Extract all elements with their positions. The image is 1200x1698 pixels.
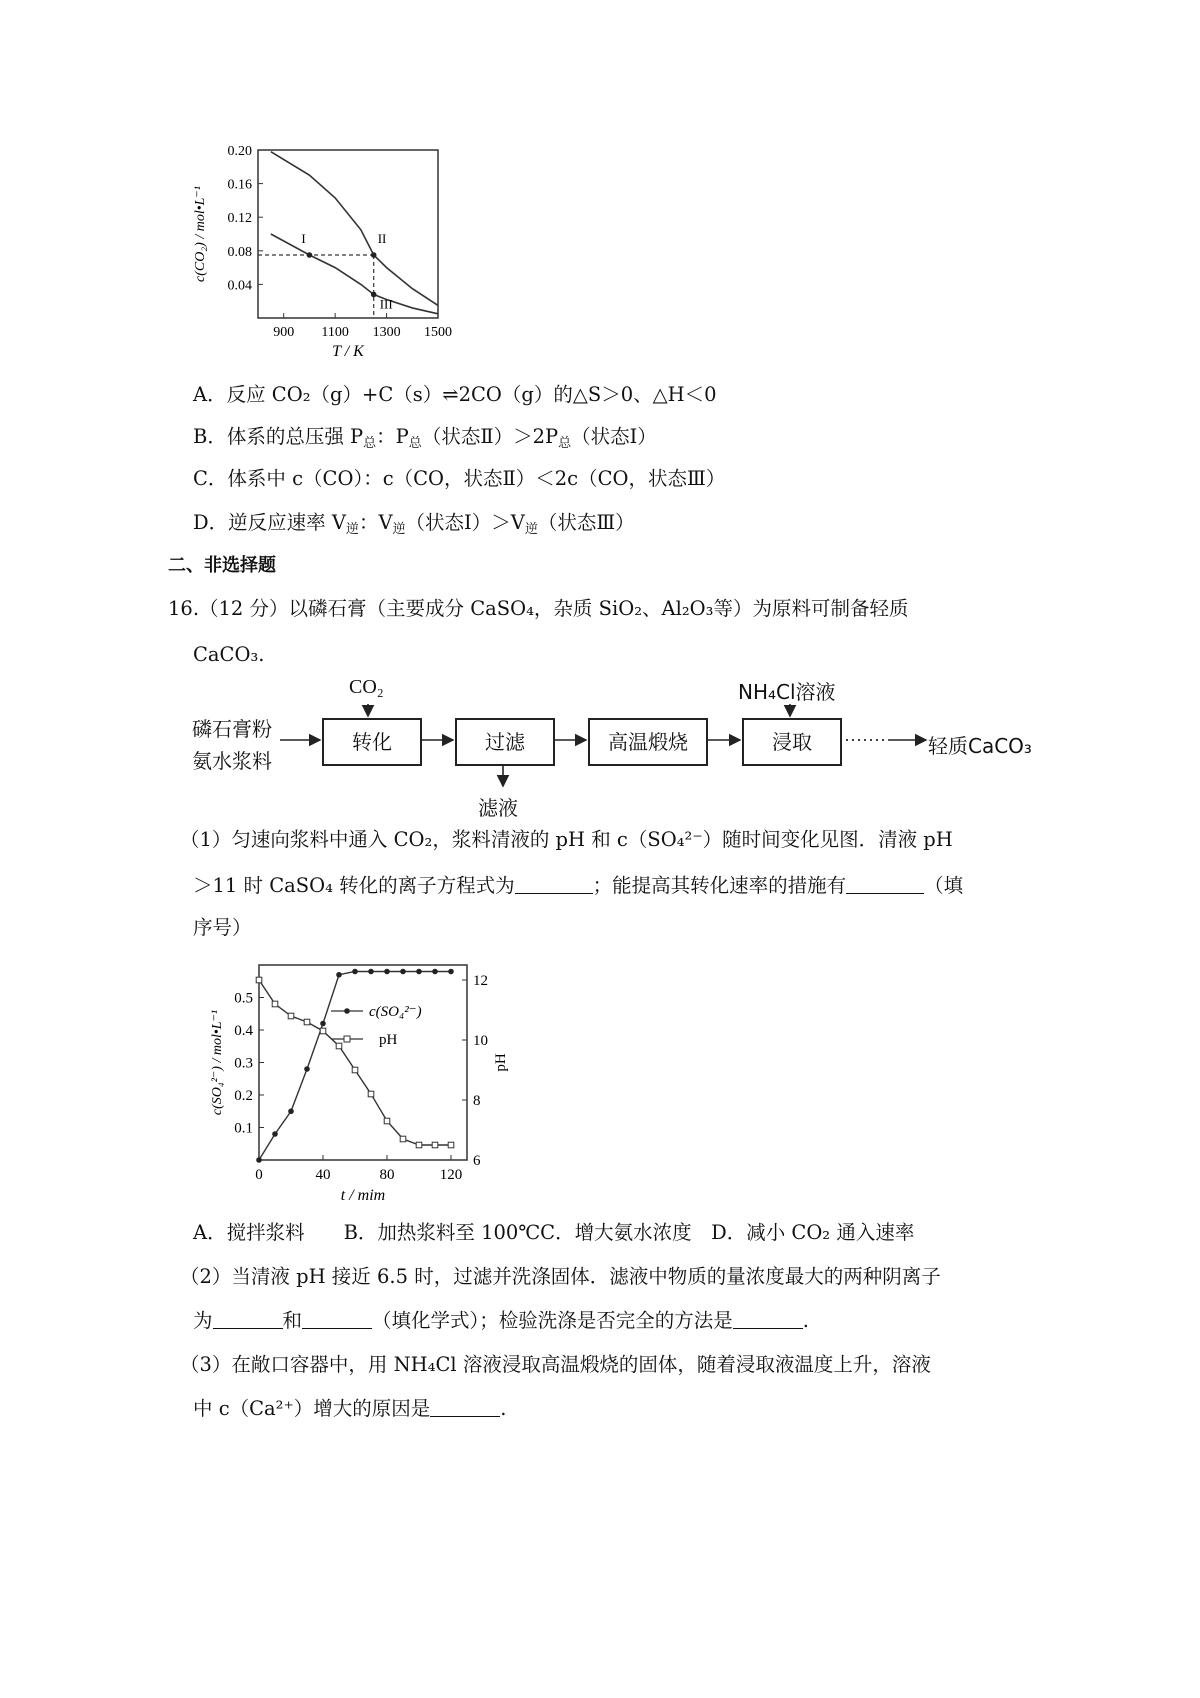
sulfate-point — [432, 969, 438, 975]
state-point-label: I — [301, 231, 306, 246]
x-tick-label: 80 — [379, 1167, 395, 1183]
series-curve-2 — [271, 234, 438, 314]
answer-blank-3[interactable] — [213, 1310, 283, 1329]
flow-step-leaching: 浸取 — [742, 718, 842, 766]
x-tick-label: 1100 — [321, 325, 349, 340]
ph-point — [416, 1142, 422, 1148]
answer-blank-1[interactable] — [515, 875, 593, 894]
flow-arrows — [180, 690, 940, 800]
y2-tick-label: 10 — [473, 1033, 488, 1049]
flow-co2-label: CO₂ — [349, 676, 384, 698]
y-tick-label: 0.5 — [234, 990, 253, 1007]
x-tick-label: 1500 — [424, 325, 452, 340]
equilibrium-chart — [180, 140, 480, 370]
sulfate-point — [352, 969, 358, 975]
state-point-2 — [371, 252, 377, 258]
plot-frame — [258, 150, 438, 318]
flow-step-filtration: 过滤 — [455, 718, 555, 766]
sulfate-point — [400, 969, 406, 975]
q16-p2-line2: 为 和 （填化学式）；检验洗涤是否完全的方法是 . — [193, 1309, 809, 1332]
series-line-1 — [259, 972, 451, 1161]
y-tick-label: 0.3 — [234, 1055, 253, 1072]
sulfate-point — [304, 1066, 310, 1072]
series-line-2 — [259, 980, 451, 1145]
x-axis-label: t / mim — [340, 1187, 386, 1204]
ph-point — [384, 1118, 390, 1124]
ph-point — [272, 1001, 278, 1007]
sulfate-point — [384, 969, 390, 975]
y-axis-label: c(CO₂) / mol•L⁻¹ — [193, 185, 208, 283]
x-tick-label: 1300 — [372, 325, 401, 340]
legend-marker-ph — [344, 1036, 350, 1042]
y-tick-label: 0.20 — [227, 144, 252, 159]
state-point-label: II — [377, 231, 387, 246]
ph-point — [432, 1142, 438, 1148]
state-point-1 — [307, 252, 313, 258]
x-axis-label: T / K — [332, 343, 364, 360]
answer-blank-2[interactable] — [846, 875, 924, 894]
ph-point — [320, 1028, 326, 1034]
sulfate-point — [368, 969, 374, 975]
q16-p1-line2: ＞11 时 CaSO₄ 转化的离子方程式为 ；能提高其转化速率的措施有 （填 — [193, 874, 964, 897]
flow-step-conversion: 转化 — [322, 718, 422, 766]
q16-intro-line1: 16.（12 分）以磷石膏（主要成分 CaSO₄，杂质 SiO₂、Al₂O₃等）为原料可制备轻质 — [168, 597, 909, 620]
q16-p3-line1: （3）在敞口容器中，用 NH₄Cl 溶液浸取高温煅烧的固体，随着浸取液温度上升，溶液 — [180, 1353, 931, 1376]
q16-p1-line1: （1）匀速向浆料中通入 CO₂，浆料清液的 pH 和 c（SO₄²⁻）随时间变化见图．清液 pH — [180, 828, 953, 851]
x-tick-label: 900 — [273, 325, 295, 340]
legend-label-ph: pH — [379, 1032, 398, 1048]
y-tick-label: 0.08 — [227, 244, 252, 260]
state-point-3 — [371, 292, 377, 298]
y2-tick-label: 6 — [473, 1153, 481, 1169]
x-tick-label: 0 — [255, 1167, 263, 1183]
y2-tick-label: 12 — [473, 973, 488, 989]
y-axis-label: c(SO₄²⁻) / mol•L⁻¹ — [210, 1009, 225, 1116]
sulfate-point — [256, 1157, 262, 1163]
sulfate-point — [336, 972, 342, 978]
x-tick-label: 40 — [315, 1167, 331, 1183]
ph-point — [256, 977, 262, 983]
flow-input-line1: 磷石膏粉 — [192, 717, 272, 741]
legend-marker-sulfate — [344, 1008, 350, 1014]
y-tick-label: 0.2 — [234, 1088, 253, 1104]
q15-option-b: B．体系的总压强 $P_总$：$P_总$（状态$Ⅱ)>2P_总$（状态Ⅰ） — [193, 425, 657, 451]
sulfate-point — [288, 1108, 294, 1114]
y-tick-label: 0.1 — [234, 1120, 253, 1137]
flow-product-label: 轻质CaCO₃ — [928, 734, 1032, 758]
sulfate-point — [448, 969, 454, 975]
sulfate-point — [272, 1131, 278, 1137]
flow-filtrate-label: 滤液 — [478, 796, 518, 820]
sulfate-point — [416, 969, 422, 975]
y2-tick-label: 8 — [473, 1093, 481, 1109]
q16-p2-line1: （2）当清液 pH 接近 6.5 时，过滤并洗涤固体．滤液中物质的量浓度最大的两种阴离子 — [180, 1265, 941, 1288]
q15-option-c: C．体系中 c（CO）：c（CO，状态Ⅱ）＜2c（CO，状态Ⅲ） — [193, 467, 726, 490]
ph-point — [352, 1067, 358, 1073]
y2-axis-label: pH — [493, 1053, 509, 1072]
q15-option-a: A．反应 CO₂（g）+C（s）⇌2CO（g）的△S＞0、△H＜0 — [193, 383, 717, 406]
answer-blank-5[interactable] — [733, 1310, 803, 1329]
ph-point — [448, 1142, 454, 1148]
plot-frame — [259, 965, 467, 1160]
answer-blank-4[interactable] — [302, 1310, 372, 1329]
y-tick-label: 0.16 — [227, 177, 252, 193]
legend-label-sulfate: c(SO₄²⁻) — [369, 1004, 422, 1020]
section-title: 二、非选择题 — [168, 555, 276, 576]
ph-point — [336, 1043, 342, 1049]
x-tick-label: 120 — [439, 1167, 463, 1183]
ph-point — [368, 1091, 374, 1097]
sulfate-point — [320, 1021, 326, 1027]
q15-option-d: D．逆反应速率 $V_逆$：$V_逆$（状态$Ⅰ)>V_逆$（状态Ⅲ） — [193, 511, 635, 537]
flow-nh4cl-label: NH₄Cl溶液 — [738, 680, 836, 704]
flow-step-calcination: 高温煅烧 — [588, 718, 708, 766]
y-tick-label: 0.04 — [227, 278, 252, 294]
y-tick-label: 0.4 — [234, 1023, 253, 1039]
ph-point — [288, 1013, 294, 1019]
y-tick-label: 0.12 — [227, 211, 252, 227]
series-curve-1 — [271, 152, 438, 306]
flow-input-line2: 氨水浆料 — [192, 749, 272, 773]
q16-p3-line2: 中 c（Ca²⁺）增大的原因是 . — [193, 1397, 507, 1420]
q16-intro-line2: CaCO₃. — [193, 643, 265, 666]
ph-point — [400, 1136, 406, 1142]
ph-sulfate-chart — [195, 955, 525, 1210]
ph-point — [304, 1019, 310, 1025]
state-point-label: III — [379, 296, 393, 312]
q16-p1-options: A．搅拌浆料 B．加热浆料至 100℃C．增大氨水浓度 D．减小 CO₂ 通入速率 — [193, 1221, 915, 1244]
answer-blank-6[interactable] — [430, 1398, 500, 1417]
q16-p1-line3: 序号） — [193, 916, 252, 939]
